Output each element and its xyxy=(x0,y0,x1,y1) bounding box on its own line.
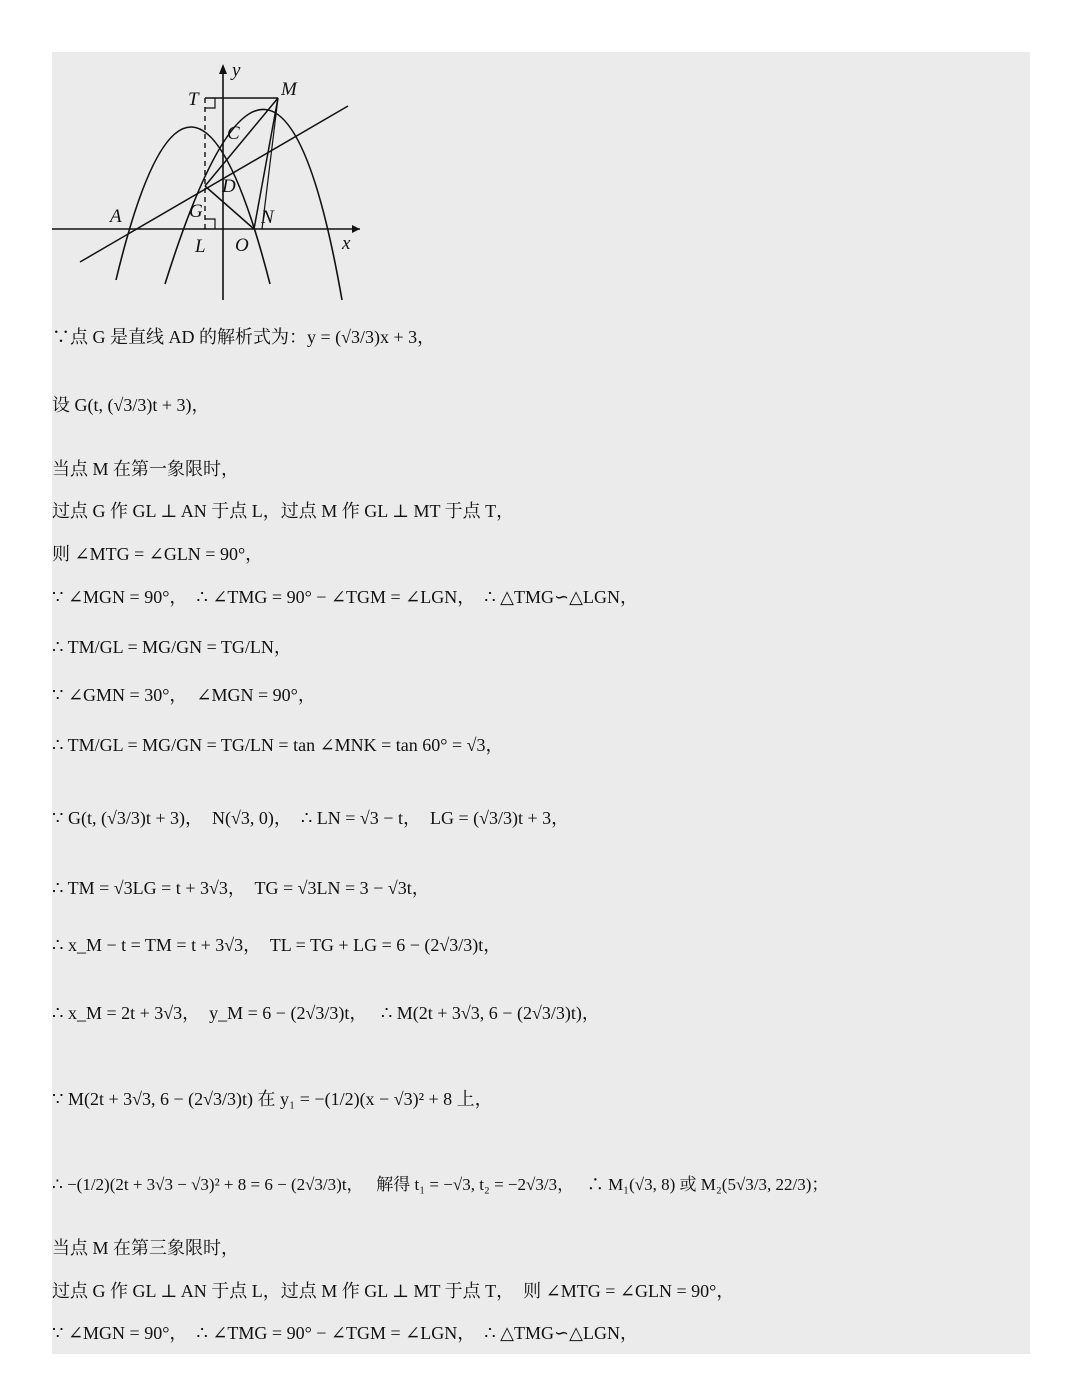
label-M: M xyxy=(281,79,297,100)
label-L: L xyxy=(195,236,206,257)
solution-line-16: 当点 M 在第三象限时， xyxy=(52,1238,240,1258)
solution-line-13: ∴ x_M = 2t + 3√3， y_M = 6 − (2√3/3)t， ∴ M(2t + 3√3, 6 − (2√3/3)t)， xyxy=(52,1003,600,1023)
label-T: T xyxy=(188,89,199,110)
solution-line-12: ∴ x_M − t = TM = t + 3√3， TL = TG + LG = 6 − (2√3/3)t， xyxy=(52,935,502,955)
solution-line-7: ∴ TM/GL = MG/GN = TG/LN， xyxy=(52,637,292,657)
solution-line-18: ∵ ∠MGN = 90°， ∴ ∠TMG = 90° − ∠TGM = ∠LGN， ∴ △TMG∽△LGN， xyxy=(52,1323,638,1343)
geometry-figure xyxy=(52,52,372,302)
line-AD xyxy=(80,106,348,262)
label-A: A xyxy=(110,206,122,227)
right-angle-L xyxy=(205,219,215,229)
solution-line-9: ∴ TM/GL = MG/GN = TG/LN = tan ∠MNK = tan 60° = √3， xyxy=(52,735,504,755)
label-N: N xyxy=(261,207,274,228)
solution-line-2: 设 G(t, (√3/3)t + 3)， xyxy=(52,395,210,415)
solution-line-1: ∵点 G 是直线 AD 的解析式为：y = (√3/3)x + 3， xyxy=(52,327,436,347)
right-angle-T xyxy=(205,98,215,108)
solution-line-17: 过点 G 作 GL ⊥ AN 于点 L，过点 M 作 GL ⊥ MT 于点 T， 则 ∠MTG = ∠GLN = 90°， xyxy=(52,1281,735,1301)
label-O: O xyxy=(235,235,249,256)
solution-line-3: 当点 M 在第一象限时， xyxy=(52,459,240,479)
x-axis-arrow xyxy=(352,225,360,233)
solution-line-4: 过点 G 作 GL ⊥ AN 于点 L，过点 M 作 GL ⊥ MT 于点 T， xyxy=(52,501,515,521)
solution-line-6: ∵ ∠MGN = 90°， ∴ ∠TMG = 90° − ∠TGM = ∠LGN， ∴ △TMG∽△LGN， xyxy=(52,587,638,607)
solution-line-14: ∵ M(2t + 3√3, 6 − (2√3/3)t) 在 y₁ = −(1/2)(x − √3)² + 8 上， xyxy=(52,1089,493,1109)
y-axis-arrow xyxy=(219,64,227,74)
label-D: D xyxy=(222,176,236,197)
solution-line-8: ∵ ∠GMN = 30°， ∠MGN = 90°， xyxy=(52,685,316,705)
label-G: G xyxy=(189,201,203,222)
solution-line-15: ∴ −(1/2)(2t + 3√3 − √3)² + 8 = 6 − (2√3/3)t， 解得 t₁ = −√3, t₂ = −2√3/3， ∴ M₁(√3, 8) 或 M₂(5√3/3, 22/3)； xyxy=(52,1175,829,1194)
solution-line-10: ∵ G(t, (√3/3)t + 3)， N(√3, 0)， ∴ LN = √3 − t， LG = (√3/3)t + 3， xyxy=(52,808,570,828)
label-C: C xyxy=(227,123,240,144)
document-page xyxy=(52,52,1030,1354)
label-x: x xyxy=(342,233,351,254)
label-y: y xyxy=(232,60,241,81)
coordinate-diagram xyxy=(52,52,372,302)
solution-line-5: 则 ∠MTG = ∠GLN = 90°， xyxy=(52,544,264,564)
solution-line-11: ∴ TM = √3LG = t + 3√3， TG = √3LN = 3 − √3t， xyxy=(52,878,430,898)
